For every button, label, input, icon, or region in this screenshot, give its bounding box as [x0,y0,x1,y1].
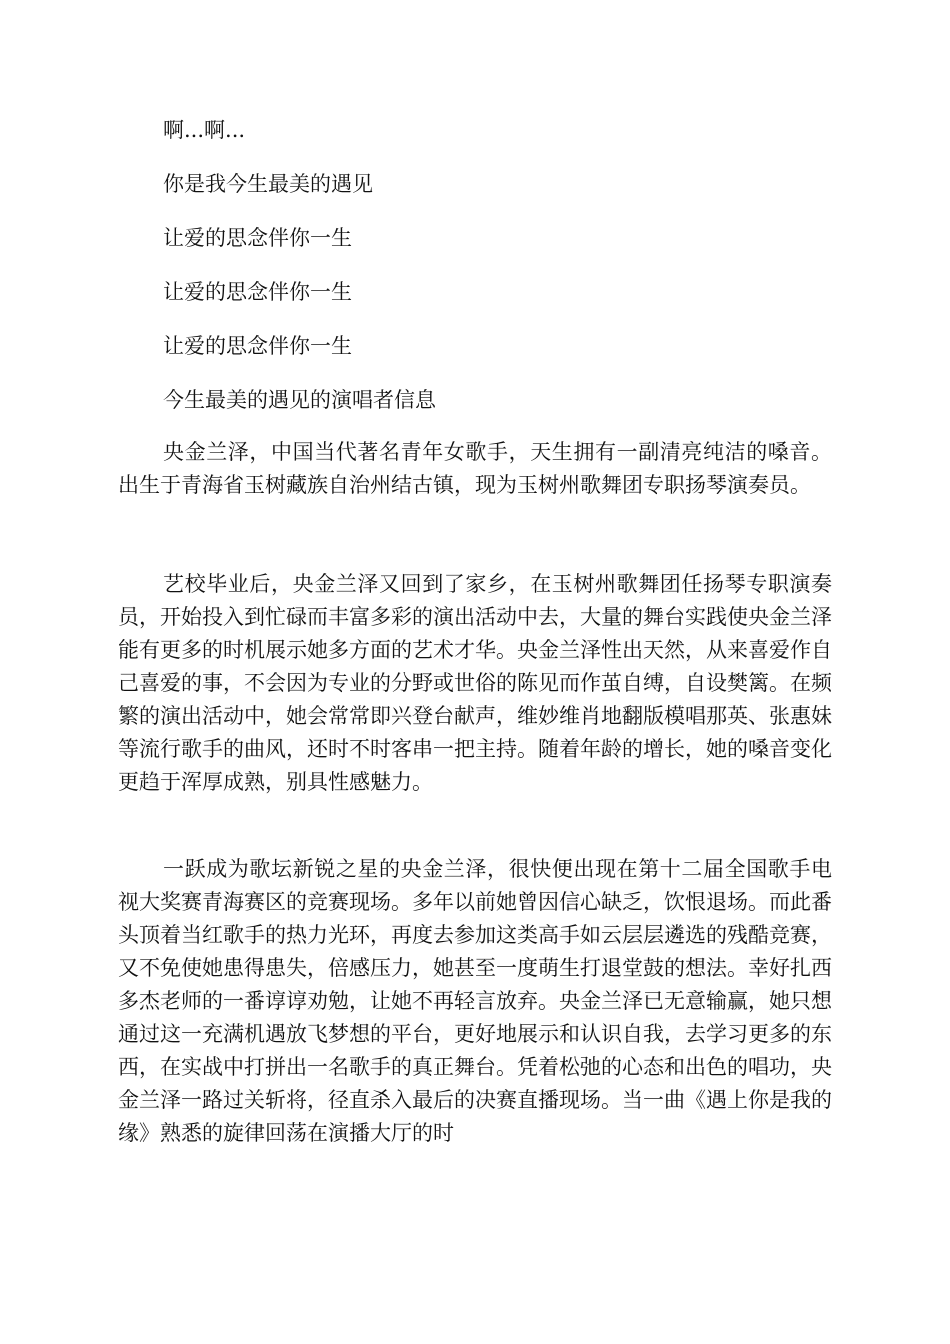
paragraph-intro: 央金兰泽，中国当代著名青年女歌手，天生拥有一副清亮纯洁的嗓音。出生于青海省玉树藏族自治州结古镇，现为玉树州歌舞团专职扬琴演奏员。 [118,440,832,497]
lyric-line: 你是我今生最美的遇见 [163,172,373,196]
paragraph-competition: 一跃成为歌坛新锐之星的央金兰泽，很快便出现在第十二届全国歌手电视大奖赛青海赛区的竞赛现场。多年以前她曾因信心缺乏，饮恨退场。而此番头顶着当红歌手的热力光环，再度去参加这类高手如云层层遴选的残酷竞赛，又不免使她患得患失，倍感压力，她甚至一度萌生打退堂鼓的想法。幸好扎西多杰老师的一番谆谆劝勉，让她不再轻言放弃。央金兰泽已无意输赢，她只想通过这一充满机遇放飞梦想的平台，更好地展示和认识自我，去学习更多的东西，在实战中打拼出一名歌手的真正舞台。凭着松弛的心态和出色的唱功，央金兰泽一路过关斩将，径直杀入最后的决赛直播现场。当一曲《遇上你是我的缘》熟悉的旋律回荡在演播大厅的时 [118,857,832,1145]
lyric-line: 让爱的思念伴你一生 [163,280,352,304]
lyric-line: 啊...啊... [163,118,246,142]
paragraph-career: 艺校毕业后，央金兰泽又回到了家乡，在玉树州歌舞团任扬琴专职演奏员，开始投入到忙碌而丰富多彩的演出活动中去，大量的舞台实践使央金兰泽能有更多的时机展示她多方面的艺术才华。央金兰泽性出天然，从来喜爱作自己喜爱的事，不会因为专业的分野或世俗的陈见而作茧自缚，自设樊篱。在频繁的演出活动中，她会常常即兴登台献声，维妙维肖地翻版模唱那英、张惠妹等流行歌手的曲风，还时不时客串一把主持。随着年龄的增长，她的嗓音变化更趋于浑厚成熟，别具性感魅力。 [118,572,832,794]
lyric-line: 让爱的思念伴你一生 [163,334,352,358]
section-heading: 今生最美的遇见的演唱者信息 [163,388,436,412]
lyric-line: 让爱的思念伴你一生 [163,226,352,250]
